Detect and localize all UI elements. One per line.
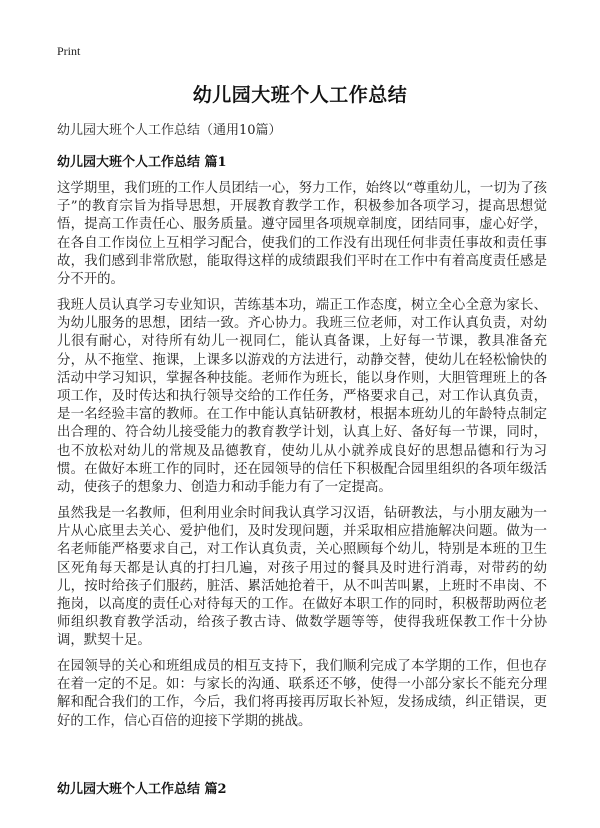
section-heading-2: 幼儿园大班个人工作总结 篇2 <box>57 782 227 797</box>
page-title: 幼儿园大班个人工作总结 <box>192 84 408 106</box>
paragraph: 我班人员认真学习专业知识，苦练基本功，端正工作态度，树立全心全意为家长、为幼儿服务的思想，团结一致。齐心协力。我班三位老师，对工作认真负责，对幼儿很有耐心，对待所有幼儿一视同仁，能认真备课，上好每一节课，教具准备充分，从不拖堂、拖课，上课多以游戏的方法进行，动静交替，使幼儿在轻松愉快的活动中学习知识，掌握各种技能。老师作为班长，能以身作则，大胆管理班上的各项工作，及时传达和执行领导交给的工作任务，严格要求自己，对工作认真负责，是一名经验丰富的教师。在工作中能认真钻研教材，根据本班幼儿的年龄特点制定出合理的、符合幼儿接受能力的教育教学计划，认真上好、备好每一节课，同时，也不放松对幼儿的常规及品德教育，使幼儿从小就养成良好的思想品德和行为习惯。在做好本班工作的同时，还在园领导的信任下积极配合园里组织的各项年级活动，使孩子的想象力、创造力和动手能力有了一定提高。 <box>57 298 547 496</box>
paragraph: 虽然我是一名教师，但利用业余时间我认真学习汉语，钻研教法，与小朋友融为一片从心底里去关心、爱护他们，及时发现问题，并采取相应措施解决问题。做为一名老师能严格要求自己，对工作认真负责，关心照顾每个幼儿，特别是本班的卫生区死角每天都是认真的打扫几遍，对孩子用过的餐具及时进行消毒，对带药的幼儿，按时给孩子们服药，脏活、累活她抢着干，从不叫苦叫累，上班时不串岗、不拖岗，以高度的责任心对待每天的工作。在做好本职工作的同时，积极帮助两位老师组织教育教学活动，给孩子教古诗、做数学题等等，使得我班保教工作十分协调，默契十足。 <box>57 506 547 649</box>
section-heading-1: 幼儿园大班个人工作总结 篇1 <box>57 155 227 170</box>
document-subtitle: 幼儿园大班个人工作总结（通用10篇） <box>57 123 282 138</box>
print-link[interactable]: Print <box>57 44 81 58</box>
paragraph: 这学期里，我们班的工作人员团结一心，努力工作，始终以“尊重幼儿，一切为了孩子”的教育宗旨为指导思想，开展教育教学工作，积极参加各项学习，提高思想觉悟，提高工作责任心、服务质量。遵守园里各项规章制度，团结同事，虚心好学，在各自工作岗位上互相学习配合，使我们的工作没有出现任何非责任事故和责任事故，我们感到非常欣慰，能取得这样的成绩跟我们平时在工作中有着高度责任感是分不开的。 <box>57 181 547 288</box>
paragraph: 在园领导的关心和班组成员的相互支持下，我们顺利完成了本学期的工作，但也存在着一定的不足。如：与家长的沟通、联系还不够，使得一小部分家长不能充分理解和配合我们的工作，今后，我们将再接再厉取长补短，发扬成绩，纠正错误，更好的工作，信心百倍的迎接下学期的挑战。 <box>57 659 547 729</box>
